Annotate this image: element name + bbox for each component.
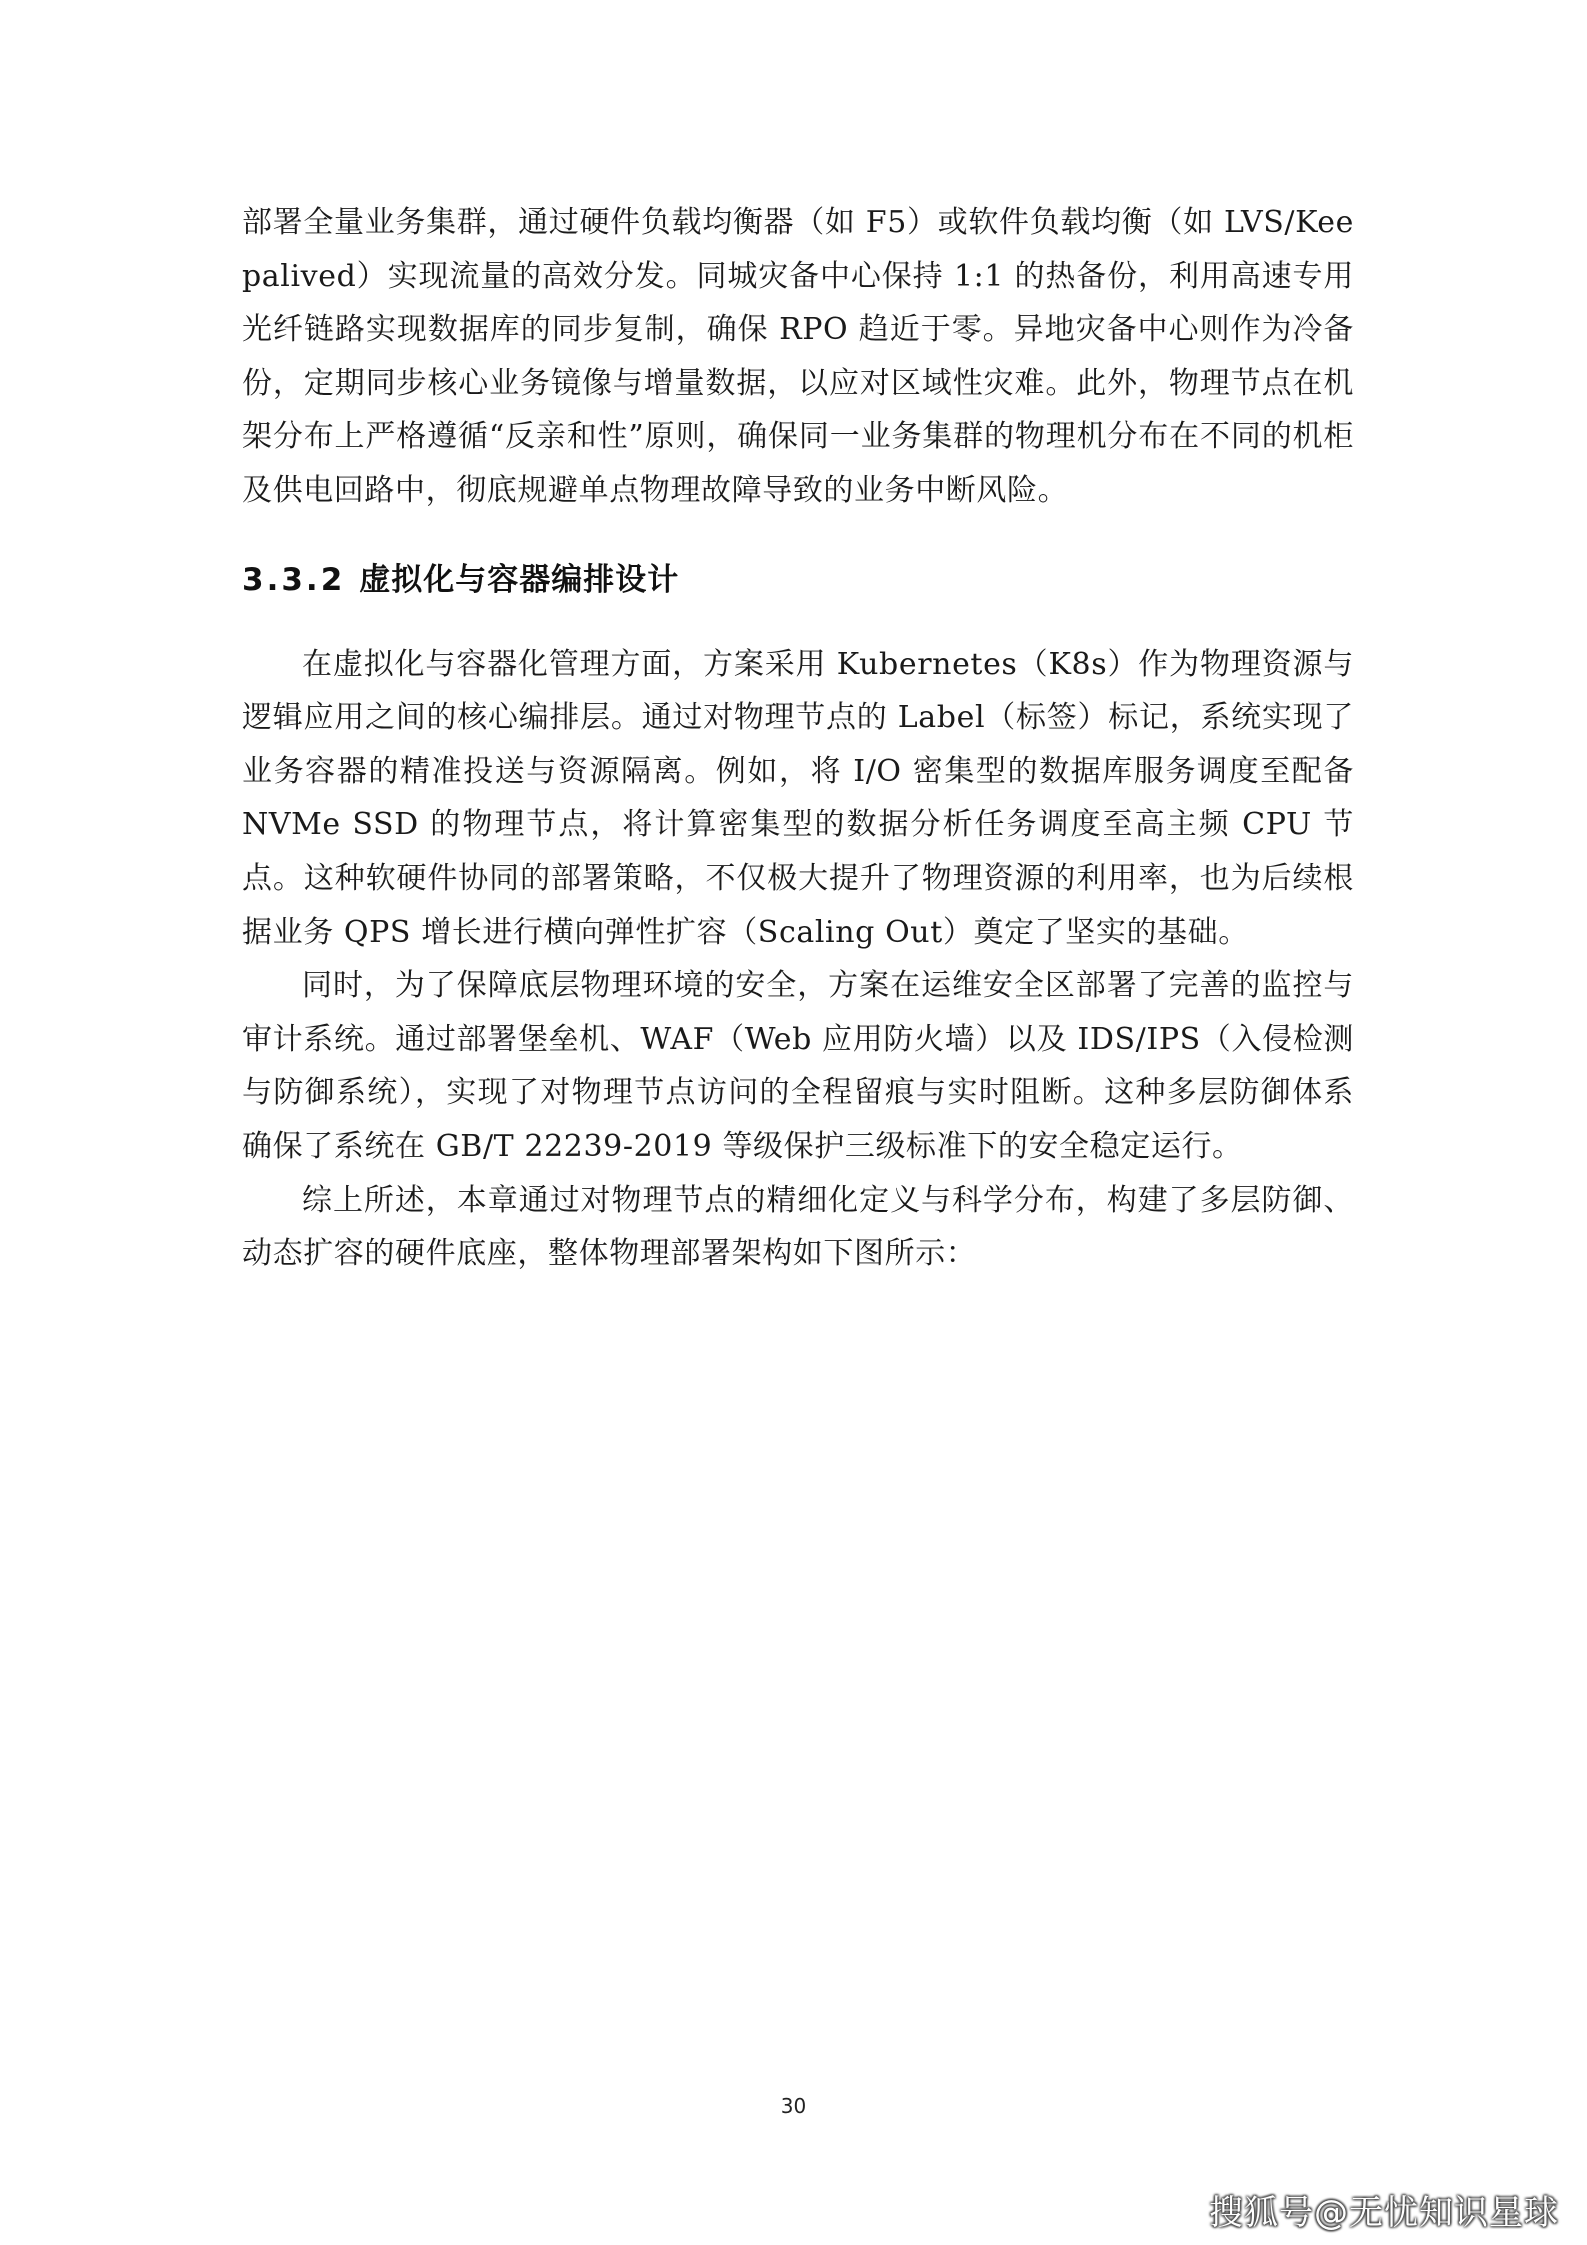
paragraph-1: 部署全量业务集群，通过硬件负载均衡器（如 F5）或软件负载均衡（如 LVS/Keepalived）实现流量的高效分发。同城灾备中心保持 1:1 的热备份，利用高速专用光纤链路实现数据库的同步复制，确保 RPO 趋近于零。异地灾备中心则作为冷备份，定期同步核心业务镜像与增量数据，以应对区域性灾难。此外，物理节点在机架分布上严格遵循“反亲和性”原则，确保同一业务集群的物理机分布在不同的机柜及供电回路中，彻底规避单点物理故障导致的业务中断风险。 [242, 205, 1354, 508]
document-body [242, 196, 1354, 1281]
watermark: 搜狐号@无忧知识星球 [1209, 2193, 1559, 2233]
page-number: 30 [780, 2094, 807, 2118]
paragraph-4: 综上所述，本章通过对物理节点的精细化定义与科学分布，构建了多层防御、动态扩容的硬件底座，整体物理部署架构如下图所示： [242, 1182, 1354, 1272]
paragraph-3: 同时，为了保障底层物理环境的安全，方案在运维安全区部署了完善的监控与审计系统。通过部署堡垒机、WAF（Web 应用防火墙）以及 IDS/IPS（入侵检测与防御系统），实现了对物理节点访问的全程留痕与实时阻断。这种多层防御体系确保了系统在 GB/T 22239-2019 等级保护三级标准下的安全稳定运行。 [242, 968, 1354, 1164]
section-number: 3.3.2 [242, 561, 346, 598]
section-heading [242, 558, 1354, 602]
section-title: 虚拟化与容器编排设计 [359, 561, 680, 598]
paragraph-2: 在虚拟化与容器化管理方面，方案采用 Kubernetes（K8s）作为物理资源与逻辑应用之间的核心编排层。通过对物理节点的 Label（标签）标记，系统实现了业务容器的精准投送与资源隔离。例如，将 I/O 密集型的数据库服务调度至配备 NVMe SSD 的物理节点，将计算密集型的数据分析任务调度至高主频 CPU 节点。这种软硬件协同的部署策略，不仅极大提升了物理资源的利用率，也为后续根据业务 QPS 增长进行横向弹性扩容（Scaling Out）奠定了坚实的基础。 [242, 646, 1354, 950]
